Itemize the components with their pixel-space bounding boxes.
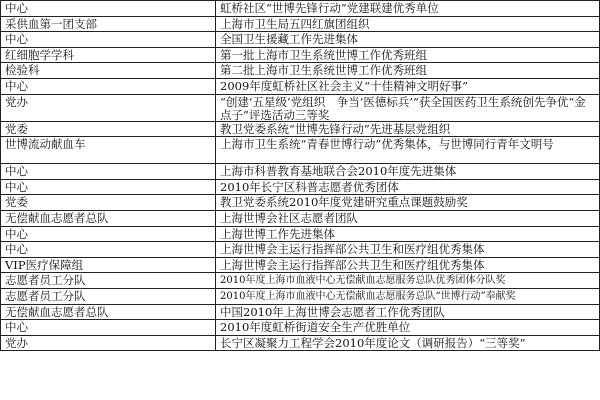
unit-cell: 志愿者员工分队: [1, 273, 216, 288]
award-cell: “创建‘五星级’党组织 争当‘医德标兵’”获全国医药卫生系统创先争优“金点子”评选活动三等奖: [216, 95, 600, 121]
award-cell: 中国2010年上海世博会志愿者工作优秀团队: [216, 305, 600, 320]
unit-cell: 中心: [1, 32, 216, 47]
unit-cell: 志愿者员工分队: [1, 289, 216, 304]
award-cell: 第一批上海市卫生系统世博工作优秀班组: [216, 48, 600, 63]
table-row: [1, 32, 600, 48]
award-cell: 2010年度上海市血液中心无偿献血志愿服务总队优秀团体分队奖: [216, 273, 600, 288]
unit-cell: 采供血第一团支部: [1, 17, 216, 32]
unit-cell: 中心: [1, 164, 216, 179]
award-cell: 上海世博会社区志愿者团队: [216, 211, 600, 226]
table-row: [1, 336, 600, 352]
unit-cell: 红细胞学学科: [1, 48, 216, 63]
table-row: [1, 258, 600, 274]
table-row: [1, 164, 600, 180]
unit-cell: 世博流动献血车: [1, 137, 216, 163]
unit-cell: 党办: [1, 95, 216, 121]
table-row: [1, 137, 600, 164]
table-row: [1, 1, 600, 17]
table-row: [1, 63, 600, 79]
unit-cell: 检验科: [1, 63, 216, 78]
table-row: [1, 242, 600, 258]
table-row: [1, 48, 600, 64]
table-row: [1, 305, 600, 321]
table-row: [1, 95, 600, 122]
award-cell: 上海市卫生局五四红旗团组织: [216, 17, 600, 32]
award-cell: 2010年度虹桥街道安全生产优胜单位: [216, 320, 600, 335]
unit-cell: 中心: [1, 180, 216, 195]
award-cell: 上海世博会主运行指挥部公共卫生和医疗组优秀集体: [216, 242, 600, 257]
table-row: [1, 227, 600, 243]
table-row: [1, 195, 600, 211]
table-row: [1, 211, 600, 227]
unit-cell: 中心: [1, 1, 216, 16]
unit-cell: VIP医疗保障组: [1, 258, 216, 273]
table-row: [1, 17, 600, 33]
award-cell: 2010年长宁区科普志愿者优秀团体: [216, 180, 600, 195]
award-cell: 上海世博工作先进集体: [216, 227, 600, 242]
table-row: [1, 320, 600, 336]
award-cell: 教卫党委系统2010年度党建研究重点课题鼓励奖: [216, 195, 600, 210]
award-cell: 2009年度虹桥社区社会主义“十佳精神文明好事”: [216, 79, 600, 94]
unit-cell: 党委: [1, 122, 216, 137]
unit-cell: 无偿献血志愿者总队: [1, 211, 216, 226]
award-cell: 全国卫生援藏工作先进集体: [216, 32, 600, 47]
award-cell: 长宁区凝聚力工程学会2010年度论文（调研报告）“三等奖”: [216, 336, 600, 351]
unit-cell: 无偿献血志愿者总队: [1, 305, 216, 320]
table-row: [1, 79, 600, 95]
award-cell: 2010年度上海市血液中心无偿献血志愿服务总队“世博行动”奉献奖: [216, 289, 600, 304]
unit-cell: 党办: [1, 336, 216, 351]
unit-cell: 中心: [1, 242, 216, 257]
table-row: [1, 273, 600, 289]
unit-cell: 中心: [1, 79, 216, 94]
table-row: [1, 122, 600, 138]
award-cell: 上海市卫生系统“青春世博行动”优秀集体，与世博同行青年文明号: [216, 137, 600, 163]
table-row: [1, 289, 600, 305]
award-cell: 上海市科普教育基地联合会2010年度先进集体: [216, 164, 600, 179]
award-cell: 虹桥社区“世博先锋行动”党建联建优秀单位: [216, 1, 600, 16]
unit-cell: 党委: [1, 195, 216, 210]
unit-cell: 中心: [1, 320, 216, 335]
award-cell: 教卫党委系统“世博先锋行动”先进基层党组织: [216, 122, 600, 137]
award-cell: 上海世博会主运行指挥部公共卫生和医疗组优秀集体: [216, 258, 600, 273]
award-cell: 第二批上海市卫生系统世博工作优秀班组: [216, 63, 600, 78]
unit-cell: 中心: [1, 227, 216, 242]
table-row: [1, 180, 600, 196]
